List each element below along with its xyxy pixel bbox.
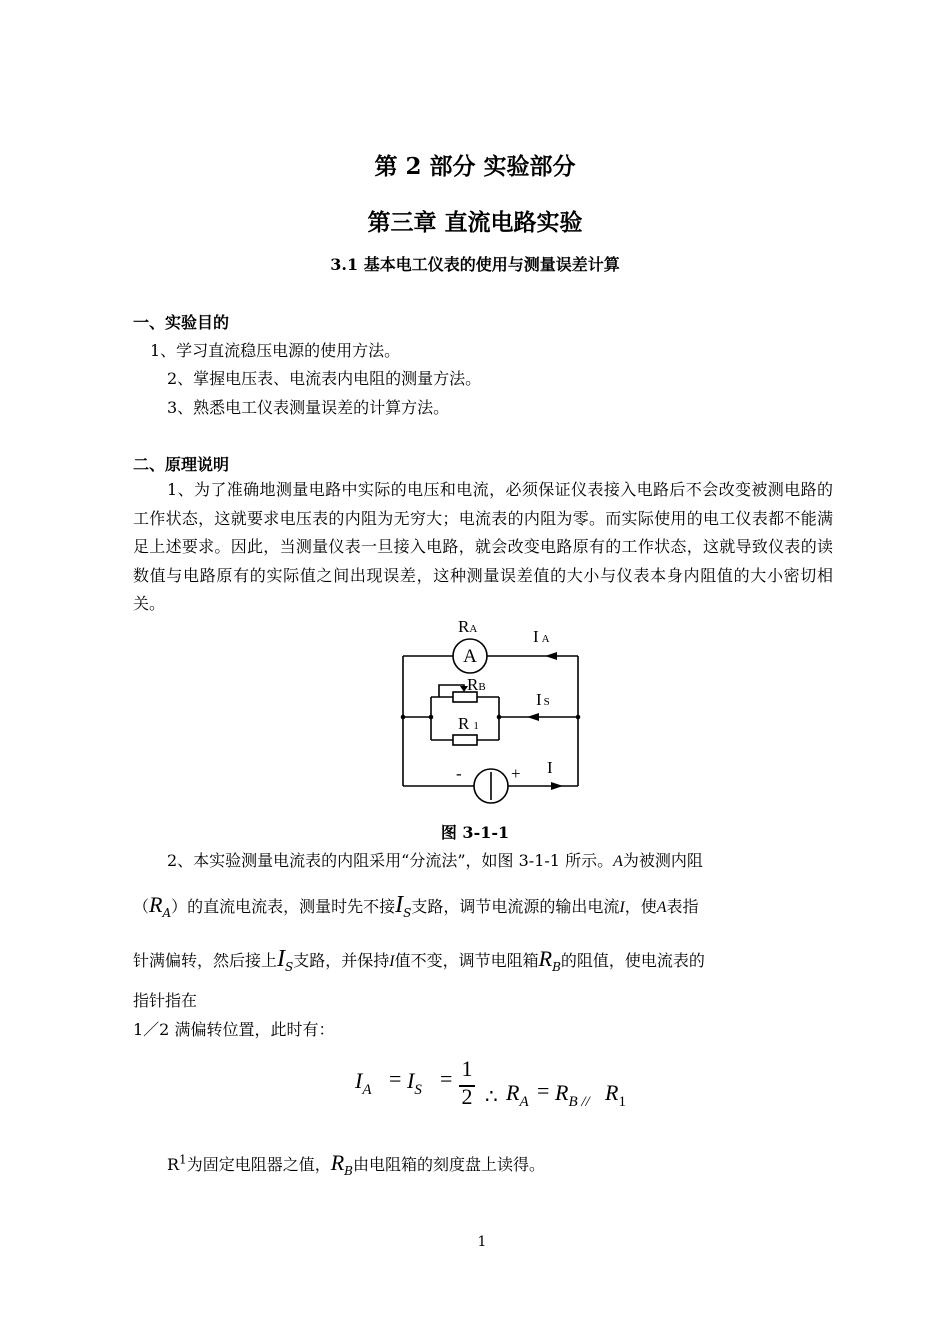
para2-line2: $(R_A)$的直流电流表，测量时先不接$I_S$支路，调节电流源的输出电流I，使A表指 (133, 892, 699, 920)
objective-item: 1、学习直流稳压电源的使用方法。 (150, 341, 401, 360)
para2-line3: 针满偏转，然后接上$I_S$支路，并保持I值不变，调节电阻箱$R_B$的阻值，使电流表的 (133, 946, 705, 974)
chapter-title: 第三章 直流电路实验 (367, 209, 583, 236)
formula-ia: $I_A$ (355, 1068, 372, 1098)
formula-r1: $R_1$ (605, 1080, 626, 1110)
label-r1: R 1 (458, 714, 479, 733)
para2-line4: 指针指在 (133, 991, 198, 1010)
fraction-denominator: 2 (461, 1084, 473, 1109)
is-arrow (527, 713, 539, 721)
formula-rb: $R_{B //}$ (555, 1080, 590, 1110)
label-rb: RB (467, 675, 486, 694)
node (497, 715, 502, 720)
para2-line5: 1／2 满偏转位置，此时有： (133, 1020, 335, 1039)
label-minus: - (456, 764, 462, 783)
circuit-diagram (395, 612, 595, 807)
formula-is: $I_S$ (407, 1068, 422, 1098)
therefore-symbol: ∴ (485, 1086, 498, 1108)
principle-paragraph: 1、为了准确地测量电路中实际的电压和电流，必须保证仪表接入电路后不会改变被测电路的工作状态，这就要求电压表的内阻为无穷大；电流表的内阻为零。而实际使用的电工仪表都不能满足上述要求。因此，当测量仪表一旦接入电路，就会改变电路原有的工作状态，这就导致仪表的读数值与电路原有的实际值之间出现误差，这种测量误差值的大小与仪表本身内阻值的大小密切相关。 (133, 480, 833, 614)
formula-ra: $R_A$ (506, 1080, 529, 1110)
label-plus: + (511, 764, 521, 783)
r1-resistor (453, 735, 477, 745)
label-ia: I A (533, 627, 550, 646)
part-title: 第 2 部分 实验部分 (374, 153, 576, 180)
rb-wiper (439, 685, 464, 697)
ia-arrow (545, 652, 557, 660)
objectives-heading: 一、实验目的 (133, 313, 230, 332)
objective-item: 3、熟悉电工仪表测量误差的计算方法。 (167, 398, 450, 417)
note-line: $R^1$为固定电阻器之值，$R_B$由电阻箱的刻度盘上读得。 (167, 1150, 545, 1178)
page-number: 1 (477, 1234, 487, 1250)
label-ra: RA (458, 617, 478, 636)
principle-heading: 二、原理说明 (133, 455, 230, 474)
ammeter-label: A (463, 646, 477, 667)
objective-item: 2、掌握电压表、电流表内电阻的测量方法。 (167, 369, 482, 388)
node (401, 715, 406, 720)
fraction-numerator: 1 (461, 1056, 473, 1081)
label-i: I (547, 758, 553, 777)
section-title: 3.1 基本电工仪表的使用与测量误差计算 (330, 255, 620, 274)
node (429, 715, 434, 720)
label-is: I S (536, 690, 550, 709)
figure-caption: 图 3-1-1 (440, 823, 510, 842)
para2-line1: 2、本实验测量电流表的内阻采用“分流法”，如图 3-1-1 所示。A为被测内阻 (167, 851, 703, 870)
i-arrow (551, 782, 563, 790)
node (576, 715, 581, 720)
